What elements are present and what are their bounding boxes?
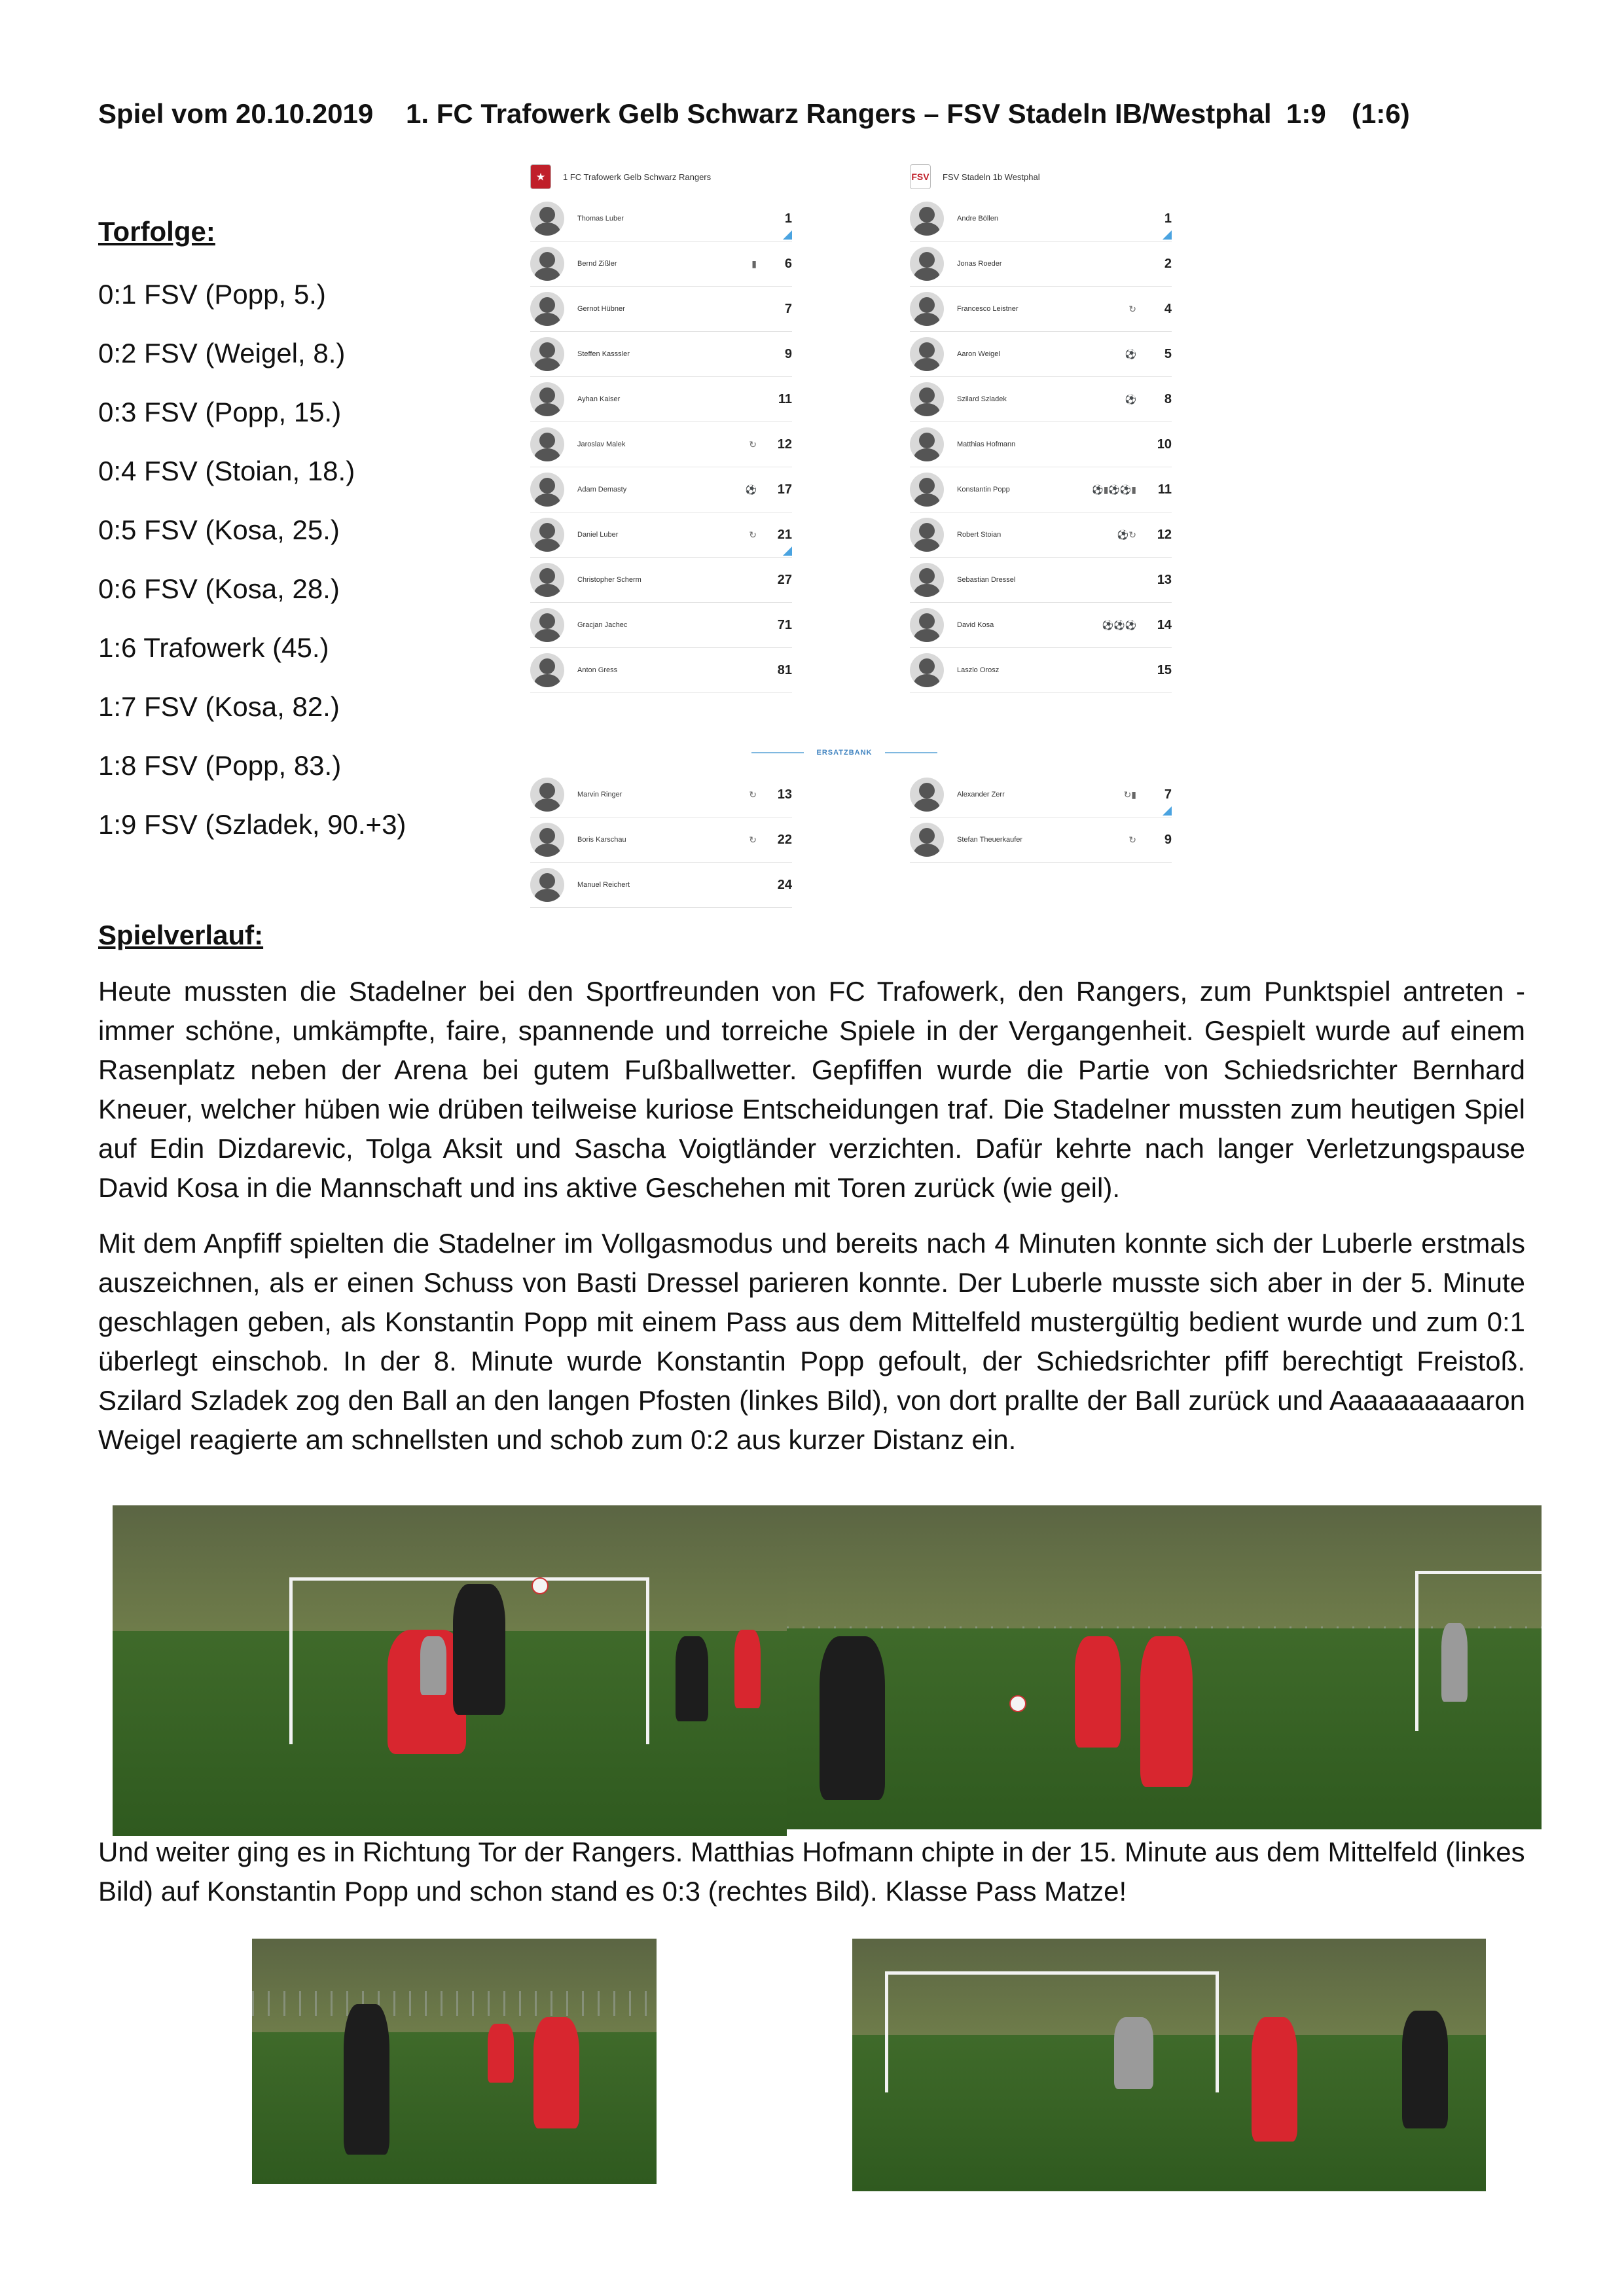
player-avatar (910, 778, 944, 812)
home-bench (530, 772, 792, 908)
player-name: Konstantin Popp (957, 486, 1010, 493)
player-events: ↻ (749, 834, 757, 845)
player-row (910, 558, 1172, 603)
player-number: 71 (777, 617, 792, 632)
player-events: ▮ (751, 258, 757, 269)
goal-item: 0:1 FSV (Popp, 5.) (98, 279, 326, 310)
player-name: Jaroslav Malek (577, 440, 626, 448)
player-name: Adam Demasty (577, 486, 627, 493)
goal-item: 0:3 FSV (Popp, 15.) (98, 397, 342, 427)
bench-label: ERSATZBANK (816, 749, 873, 757)
player-avatar (910, 337, 944, 371)
report-paragraph-1: Heute mussten die Stadelner bei den Sportfreunden von FC Trafowerk, den Rangers, zum Punktspiel antreten - immer schöne, umkämpfte, faire, spannende und torreiche Spiele in der Vergangenheit. Gespielt wurde auf einem Rasenplatz neben der Arena bei gutem Fußballwetter. Gepfiffen wurde die Partie von Schiedsrichter Bernhard Kneuer, welcher hüben wie drüben teilweise kuriose Entscheidungen traf. Die Stadelner mussten zum heutigen Spiel auf Edin Dizdarevic, Tolga Aksit und Sascha Voigtländer verzichten. Dafür kehrte nach langer Verletzungspause David Kosa in die Mannschaft und ins aktive Geschehen mit Toren zurück (wie geil). (98, 976, 1525, 1203)
player-name: Gracjan Jachec (577, 621, 628, 629)
substitution-flag-icon (1163, 806, 1172, 816)
match-photo-chip-pass (252, 1939, 657, 2184)
player-name: Thomas Luber (577, 215, 624, 223)
goal-item: 0:6 FSV (Kosa, 28.) (98, 573, 340, 604)
player-number: 17 (777, 482, 792, 497)
player-avatar (530, 778, 564, 812)
player-row (530, 467, 792, 512)
goal-sequence (98, 216, 491, 864)
player-row (530, 242, 792, 287)
match-teams: 1. FC Trafowerk Gelb Schwarz Rangers – FSV Stadeln IB/Westphal (406, 98, 1272, 129)
player-avatar (910, 823, 944, 857)
player-events: ⚽ (1125, 393, 1136, 404)
player-avatar (910, 608, 944, 642)
player-name: Steffen Kasssler (577, 350, 630, 358)
player-avatar (530, 868, 564, 902)
goal-item: 1:8 FSV (Popp, 83.) (98, 750, 342, 781)
player-avatar (530, 337, 564, 371)
player-avatar (530, 608, 564, 642)
player-name: Sebastian Dressel (957, 576, 1016, 584)
player-avatar (530, 563, 564, 597)
player-events: ⚽ (745, 484, 757, 495)
player-avatar (910, 247, 944, 281)
player-avatar (530, 473, 564, 507)
player-number: 11 (1157, 482, 1172, 497)
player-number: 12 (777, 437, 792, 452)
player-number: 24 (777, 877, 792, 892)
player-avatar (530, 382, 564, 416)
away-bench (910, 772, 1172, 863)
goal-item: 0:2 FSV (Weigel, 8.) (98, 338, 346, 368)
away-team-name: FSV Stadeln 1b Westphal (943, 171, 1040, 182)
player-avatar (910, 202, 944, 236)
player-number: 11 (778, 391, 792, 406)
player-number: 13 (777, 787, 792, 802)
match-halftime: (1:6) (1352, 98, 1410, 129)
player-events: ↻ (749, 789, 757, 800)
player-row (910, 242, 1172, 287)
home-team-header (530, 157, 792, 196)
player-avatar (910, 382, 944, 416)
home-lineup (530, 157, 792, 693)
player-row (530, 558, 792, 603)
player-row (530, 648, 792, 693)
player-number: 1 (1164, 211, 1172, 226)
player-name: David Kosa (957, 621, 994, 629)
player-row (530, 603, 792, 648)
home-team-name: 1 FC Trafowerk Gelb Schwarz Rangers (563, 171, 712, 182)
away-lineup (910, 157, 1172, 693)
player-name: Szilard Szladek (957, 395, 1007, 403)
match-header (98, 98, 1525, 137)
player-number: 5 (1164, 346, 1172, 361)
match-photo-rebound (787, 1505, 1542, 1829)
player-row (910, 287, 1172, 332)
player-name: Marvin Ringer (577, 791, 623, 798)
player-row (910, 377, 1172, 422)
player-events: ⚽▮⚽⚽▮ (1092, 484, 1136, 495)
player-row (530, 772, 792, 817)
match-score: 1:9 (1286, 98, 1326, 129)
player-events: ⚽↻ (1117, 529, 1136, 540)
player-number: 4 (1164, 301, 1172, 316)
player-number: 12 (1157, 527, 1172, 542)
player-avatar (530, 292, 564, 326)
away-team-header (910, 157, 1172, 196)
report-paragraph-2: Mit dem Anpfiff spielten die Stadelner im Vollgasmodus und bereits nach 4 Minuten konnte sich der Luberle erstmals auszeichnen, als er einen Schuss von Basti Dressel parieren konnte. Der Luberle musste sich aber in der 5. Minute geschlagen geben, als Konstantin Popp mit einem Pass aus dem Mittelfeld mustergültig bedient wurde und zum 0:1 überlegt einschob. In der 8. Minute wurde Konstantin Popp gefoult, der Schiedsrichter pfiff berechtigt Freistoß. Szilard Szladek zog den Ball an den langen Pfosten (linkes Bild), von dort prallte der Ball zurück und Aaaaaaaaaaron Weigel reagierte am schnellsten und schob zum 0:2 aus kurzer Distanz ein. (98, 1228, 1525, 1455)
player-name: Manuel Reichert (577, 881, 630, 889)
player-row (910, 772, 1172, 817)
player-avatar (530, 427, 564, 461)
player-number: 13 (1157, 572, 1172, 587)
player-avatar (910, 653, 944, 687)
player-name: Stefan Theuerkaufer (957, 836, 1023, 844)
player-number: 81 (777, 662, 792, 677)
match-date: Spiel vom 20.10.2019 (98, 98, 374, 129)
goal-item: 0:5 FSV (Kosa, 25.) (98, 514, 340, 545)
substitution-flag-icon (783, 230, 792, 240)
player-name: Jonas Roeder (957, 260, 1002, 268)
player-number: 7 (1164, 787, 1172, 802)
player-name: Andre Böllen (957, 215, 998, 223)
player-avatar (910, 473, 944, 507)
player-name: Robert Stoian (957, 531, 1001, 539)
player-row (910, 422, 1172, 467)
player-name: Ayhan Kaiser (577, 395, 621, 403)
player-events: ↻▮ (1123, 789, 1136, 800)
player-avatar (530, 247, 564, 281)
player-row (910, 648, 1172, 693)
player-row (530, 377, 792, 422)
player-events: ↻ (749, 529, 757, 540)
substitution-flag-icon (1163, 230, 1172, 240)
match-photo-freekick (113, 1505, 787, 1836)
goal-sequence-title: Torfolge: (98, 216, 215, 247)
player-row (530, 422, 792, 467)
player-row (910, 196, 1172, 242)
player-number: 9 (1164, 832, 1172, 847)
player-name: Laszlo Orosz (957, 666, 1000, 674)
player-row (530, 196, 792, 242)
player-number: 8 (1164, 391, 1172, 406)
player-row (530, 817, 792, 863)
player-number: 27 (777, 572, 792, 587)
player-number: 15 (1157, 662, 1172, 677)
player-events: ↻ (1128, 834, 1136, 845)
player-row (530, 863, 792, 908)
player-avatar (910, 292, 944, 326)
player-avatar (910, 427, 944, 461)
player-name: Daniel Luber (577, 531, 619, 539)
lineup-graphic (517, 157, 1172, 910)
player-name: Christopher Scherm (577, 576, 641, 584)
player-number: 6 (784, 256, 792, 271)
player-number: 7 (784, 301, 792, 316)
player-avatar (910, 563, 944, 597)
player-name: Alexander Zerr (957, 791, 1005, 798)
player-name: Aaron Weigel (957, 350, 1000, 358)
goal-item: 1:6 Trafowerk (45.) (98, 632, 329, 663)
player-row (910, 817, 1172, 863)
player-name: Boris Karschau (577, 836, 626, 844)
away-crest-icon: FSV (910, 164, 931, 189)
report-paragraph-3: Und weiter ging es in Richtung Tor der Rangers. Matthias Hofmann chipte in der 15. Minute aus dem Mittelfeld (linkes Bild) auf Konstantin Popp und schon stand es 0:3 (rechtes Bild). Klasse Pass Matze! (98, 1837, 1525, 1907)
player-events: ↻ (749, 439, 757, 450)
substitution-flag-icon (783, 547, 792, 556)
player-number: 22 (777, 832, 792, 847)
player-name: Bernd Zißler (577, 260, 617, 268)
player-number: 9 (784, 346, 792, 361)
player-name: Anton Gress (577, 666, 618, 674)
player-number: 2 (1164, 256, 1172, 271)
player-avatar (530, 653, 564, 687)
player-avatar (530, 518, 564, 552)
player-row (910, 512, 1172, 558)
player-events: ⚽⚽⚽ (1102, 619, 1136, 630)
section-title-spielverlauf: Spielverlauf: (98, 920, 264, 950)
player-row (910, 467, 1172, 512)
player-number: 1 (784, 211, 792, 226)
bench-divider (517, 740, 1172, 766)
player-row (530, 287, 792, 332)
player-avatar (530, 823, 564, 857)
player-avatar (530, 202, 564, 236)
player-number: 10 (1157, 437, 1172, 452)
player-avatar (910, 518, 944, 552)
player-name: Matthias Hofmann (957, 440, 1016, 448)
goal-item: 1:9 FSV (Szladek, 90.+3) (98, 809, 406, 840)
goal-item: 0:4 FSV (Stoian, 18.) (98, 456, 355, 486)
player-row (530, 332, 792, 377)
home-crest-icon: ★ (530, 164, 551, 189)
goal-item: 1:7 FSV (Kosa, 82.) (98, 691, 340, 722)
player-name: Francesco Leistner (957, 305, 1019, 313)
player-name: Gernot Hübner (577, 305, 625, 313)
player-events: ↻ (1128, 303, 1136, 314)
player-row (530, 512, 792, 558)
player-row (910, 603, 1172, 648)
match-photo-goal (852, 1939, 1486, 2191)
player-row (910, 332, 1172, 377)
player-number: 21 (777, 527, 792, 542)
player-number: 14 (1157, 617, 1172, 632)
player-events: ⚽ (1125, 348, 1136, 359)
